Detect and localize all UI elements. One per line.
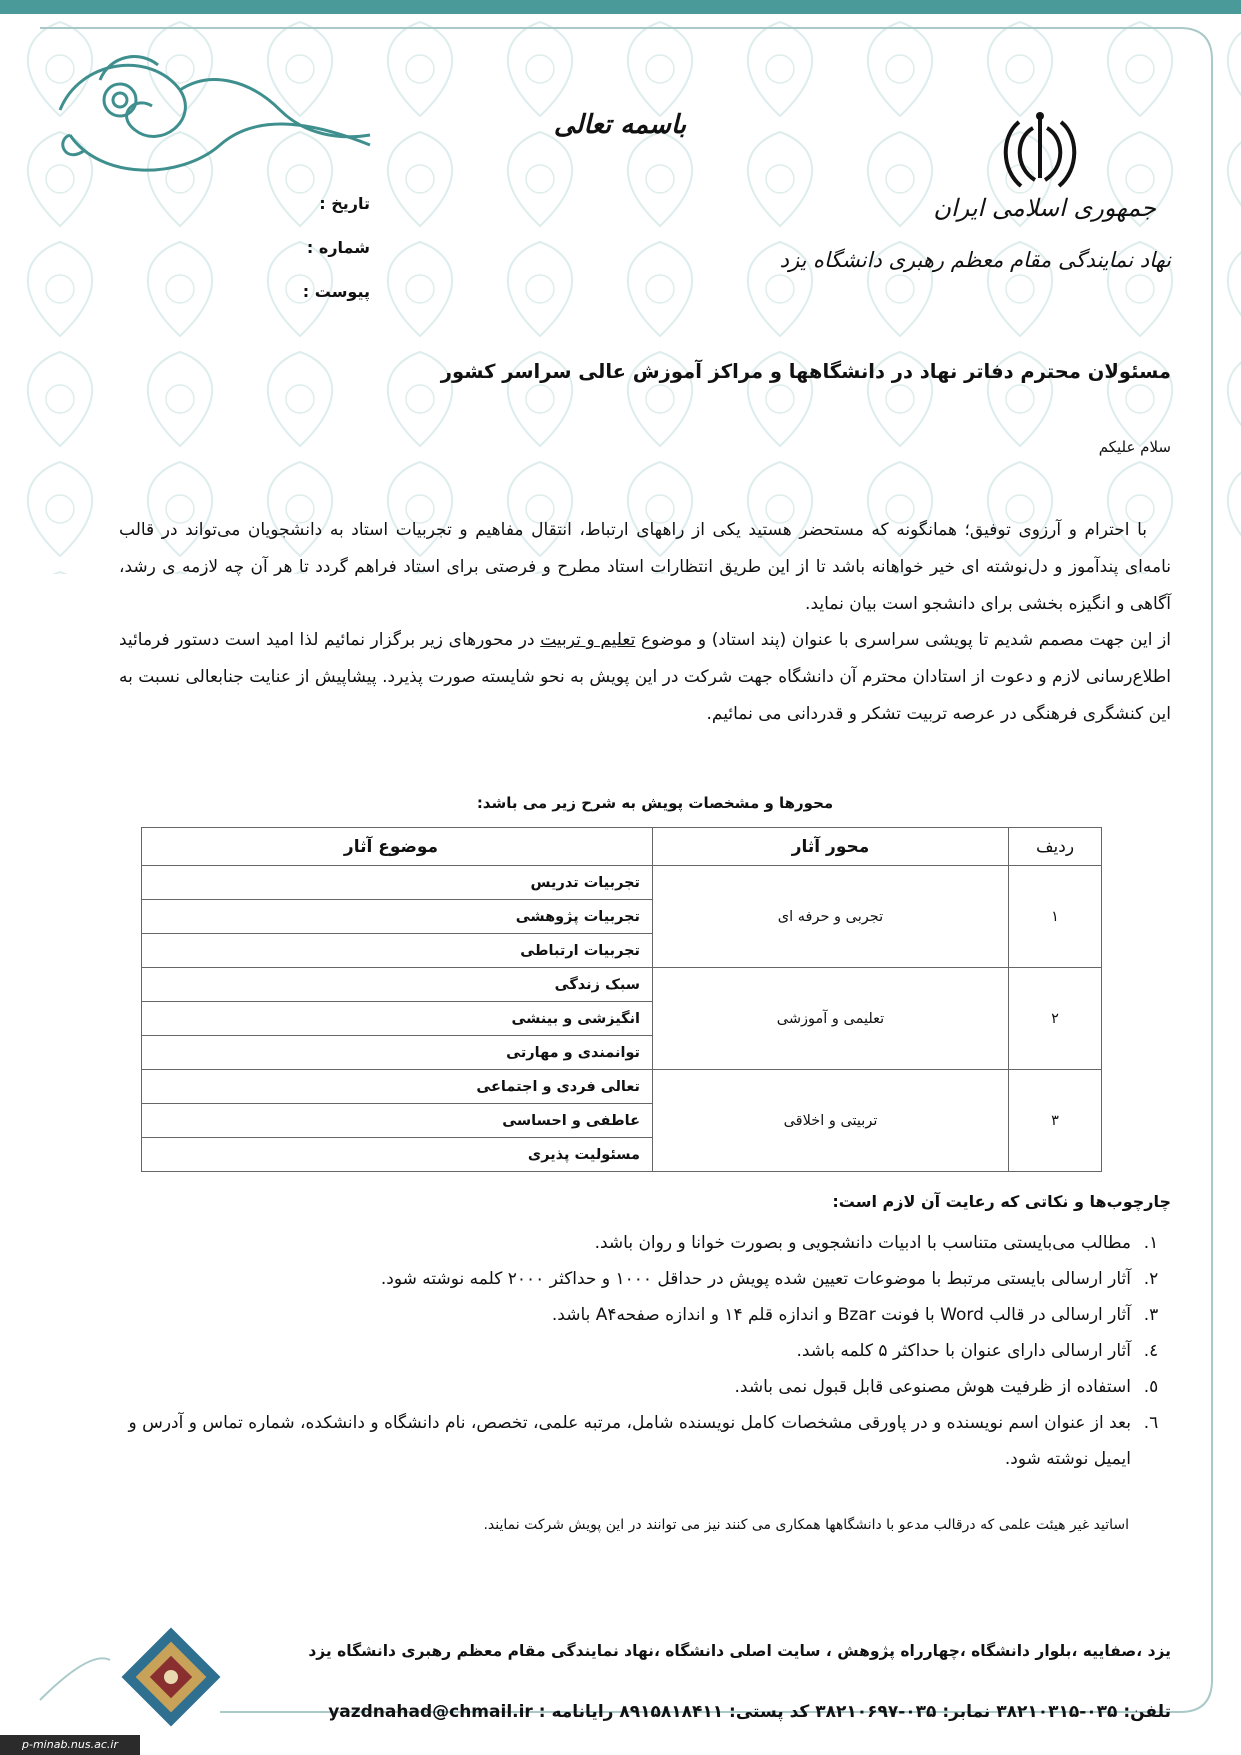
footer-phone-line: تلفن: ۰۳۵-۳۸۲۱۰۳۱۵ نمابر: ۰۳۵-۳۸۲۱۰۶۹۷ کد پستی: ۸۹۱۵۸۱۸۴۱۱ رایانامه :	[532, 1702, 1171, 1722]
rule-number: ۳.	[1143, 1305, 1159, 1325]
rule-text: آثار ارسالی در قالب Word با فونت Bzar و اندازه قلم ۱۴ و اندازه صفحهA۴ باشد.	[551, 1305, 1131, 1325]
table-header-row	[142, 828, 1102, 866]
axis-cell: تجربی و حرفه ای	[653, 866, 1009, 968]
axis-cell: تربیتی و اخلاقی	[653, 1070, 1009, 1172]
axes-table	[141, 827, 1102, 1172]
body-paragraph-2	[119, 622, 1171, 732]
rule-item	[119, 1261, 1171, 1297]
topic-cell: عاطفی و احساسی	[142, 1104, 653, 1138]
basmeh-heading: باسمه تعالی	[553, 110, 687, 140]
footer-address: یزد ،صفاییه ،بلوار دانشگاه ،چهارراه پژوهش ، سایت اصلی دانشگاه ،نهاد نمایندگی مقام معظم رهبری دانشگاه یزد	[308, 1642, 1171, 1660]
rule-text: آثار ارسالی بایستی مرتبط با موضوعات تعیین شده پویش در حداقل ۱۰۰۰ و حداکثر ۲۰۰۰ کلمه نوشته شود.	[380, 1269, 1131, 1289]
corner-ornament	[40, 40, 380, 190]
rule-item	[119, 1369, 1171, 1405]
org-name-country: جمهوری اسلامی ایران	[933, 194, 1156, 222]
rule-number: ٥.	[1143, 1377, 1159, 1397]
greeting: سلام علیکم	[1098, 438, 1171, 456]
topic-cell: تجربیات تدریس	[142, 866, 653, 900]
underlined-topic: تعلیم و تربیت	[540, 630, 636, 651]
rule-item	[119, 1297, 1171, 1333]
rules-list	[119, 1225, 1171, 1477]
row-number: ۳	[1009, 1070, 1102, 1172]
rule-item	[119, 1225, 1171, 1261]
body-paragraph-2-end: در محورهای زیر برگزار نمائیم لذا امید است دستور فرمائید اطلاع‌رسانی لازم و دعوت از استادان محترم آن دانشگاه جهت شرکت در این پویش به نحو شایسته صورت پذیرد. پیشاپیش از عنایت جنابعالی نسبت به این کنشگری فرهنگی در عرصه تربیت تشکر و قدردانی می نمائیم.	[119, 630, 1171, 724]
header-axis: محور آثار	[653, 828, 1009, 866]
rule-number: ۲.	[1143, 1269, 1159, 1289]
table-row	[142, 968, 1102, 1002]
rule-text: بعد از عنوان اسم نویسنده و در پاورقی مشخصات کامل نویسنده شامل، مرتبه علمی، تخصص، نام دانشگاه و دانشکده، شماره تماس و آدرس و ایمیل نوشته شود.	[128, 1413, 1131, 1469]
header-topic: موضوع آثار	[142, 828, 653, 866]
table-row	[142, 1070, 1102, 1104]
org-name-office: نهاد نمایندگی مقام معظم رهبری دانشگاه یزد	[779, 248, 1171, 272]
topic-cell: تجربیات پژوهشی	[142, 900, 653, 934]
footer-email: yazdnahad@chmail.ir	[328, 1702, 533, 1722]
header-radif: ردیف	[1009, 828, 1102, 866]
axis-cell: تعلیمی و آموزشی	[653, 968, 1009, 1070]
footnote: اساتید غیر هیئت علمی که درقالب مدعو با دانشگاهها همکاری می کنند نیز می توانند در این پویش شرکت نمایند.	[483, 1517, 1129, 1533]
rules-title: چارچوب‌ها و نکاتی که رعایت آن لازم است:	[832, 1192, 1171, 1211]
body-paragraph-1: با احترام و آرزوی توفیق؛ همانگونه که مستحضر هستید یکی از راههای ارتباط، انتقال مفاهیم و تجربیات استاد به دانشجویان می‌تواند در قالب نامه‌ای پندآموز و دل‌نوشته ای خیر خواهانه باشد تا از این طریق انتظارات استاد مطرح و فرصتی برای استاد فراهم گردد تا هر آن چه لازمه ی رشد، آگاهی و انگیزه بخشی برای دانشجو است بیان نماید.	[119, 520, 1171, 614]
addressee-line: مسئولان محترم دفاتر نهاد در دانشگاهها و مراکز آموزش عالی سراسر کشور	[440, 360, 1171, 383]
row-number: ۲	[1009, 968, 1102, 1070]
top-color-band	[0, 0, 1241, 14]
body-paragraph-2-start: از این جهت مصمم شدیم تا پویشی سراسری با عنوان (پند استاد) و موضوع	[635, 630, 1172, 651]
rule-item	[119, 1333, 1171, 1369]
rule-item	[119, 1405, 1171, 1477]
rule-number: ٤.	[1143, 1341, 1159, 1361]
topic-cell: تعالی فردی و اجتماعی	[142, 1070, 653, 1104]
rule-text: آثار ارسالی دارای عنوان با حداکثر ۵ کلمه باشد.	[796, 1341, 1131, 1361]
rule-text: مطالب می‌بایستی متناسب با ادبیات دانشجویی و بصورت خوانا و روان باشد.	[594, 1233, 1131, 1253]
rule-number: ۱.	[1143, 1233, 1159, 1253]
rule-text: استفاده از ظرفیت هوش مصنوعی قابل قبول نمی باشد.	[734, 1377, 1131, 1397]
row-number: ۱	[1009, 866, 1102, 968]
topic-cell: سبک زندگی	[142, 968, 653, 1002]
topic-cell: تجربیات ارتباطی	[142, 934, 653, 968]
topic-cell: انگیزشی و بینشی	[142, 1002, 653, 1036]
medallion-ornament	[116, 1622, 226, 1732]
iran-emblem-icon	[995, 108, 1085, 190]
topic-cell: توانمندی و مهارتی	[142, 1036, 653, 1070]
number-label: شماره :	[306, 238, 370, 257]
topic-cell: مسئولیت پذیری	[142, 1138, 653, 1172]
letter-body	[119, 512, 1171, 733]
table-caption: محورها و مشخصات پویش به شرح زیر می باشد:	[476, 794, 834, 812]
site-watermark-tag: p-minab.nus.ac.ir	[0, 1735, 140, 1755]
table-row	[142, 866, 1102, 900]
date-label: تاریخ :	[319, 194, 370, 213]
attachment-label: پیوست :	[302, 282, 370, 301]
footer-contact	[271, 1702, 1171, 1722]
rule-number: ٦.	[1143, 1413, 1159, 1433]
